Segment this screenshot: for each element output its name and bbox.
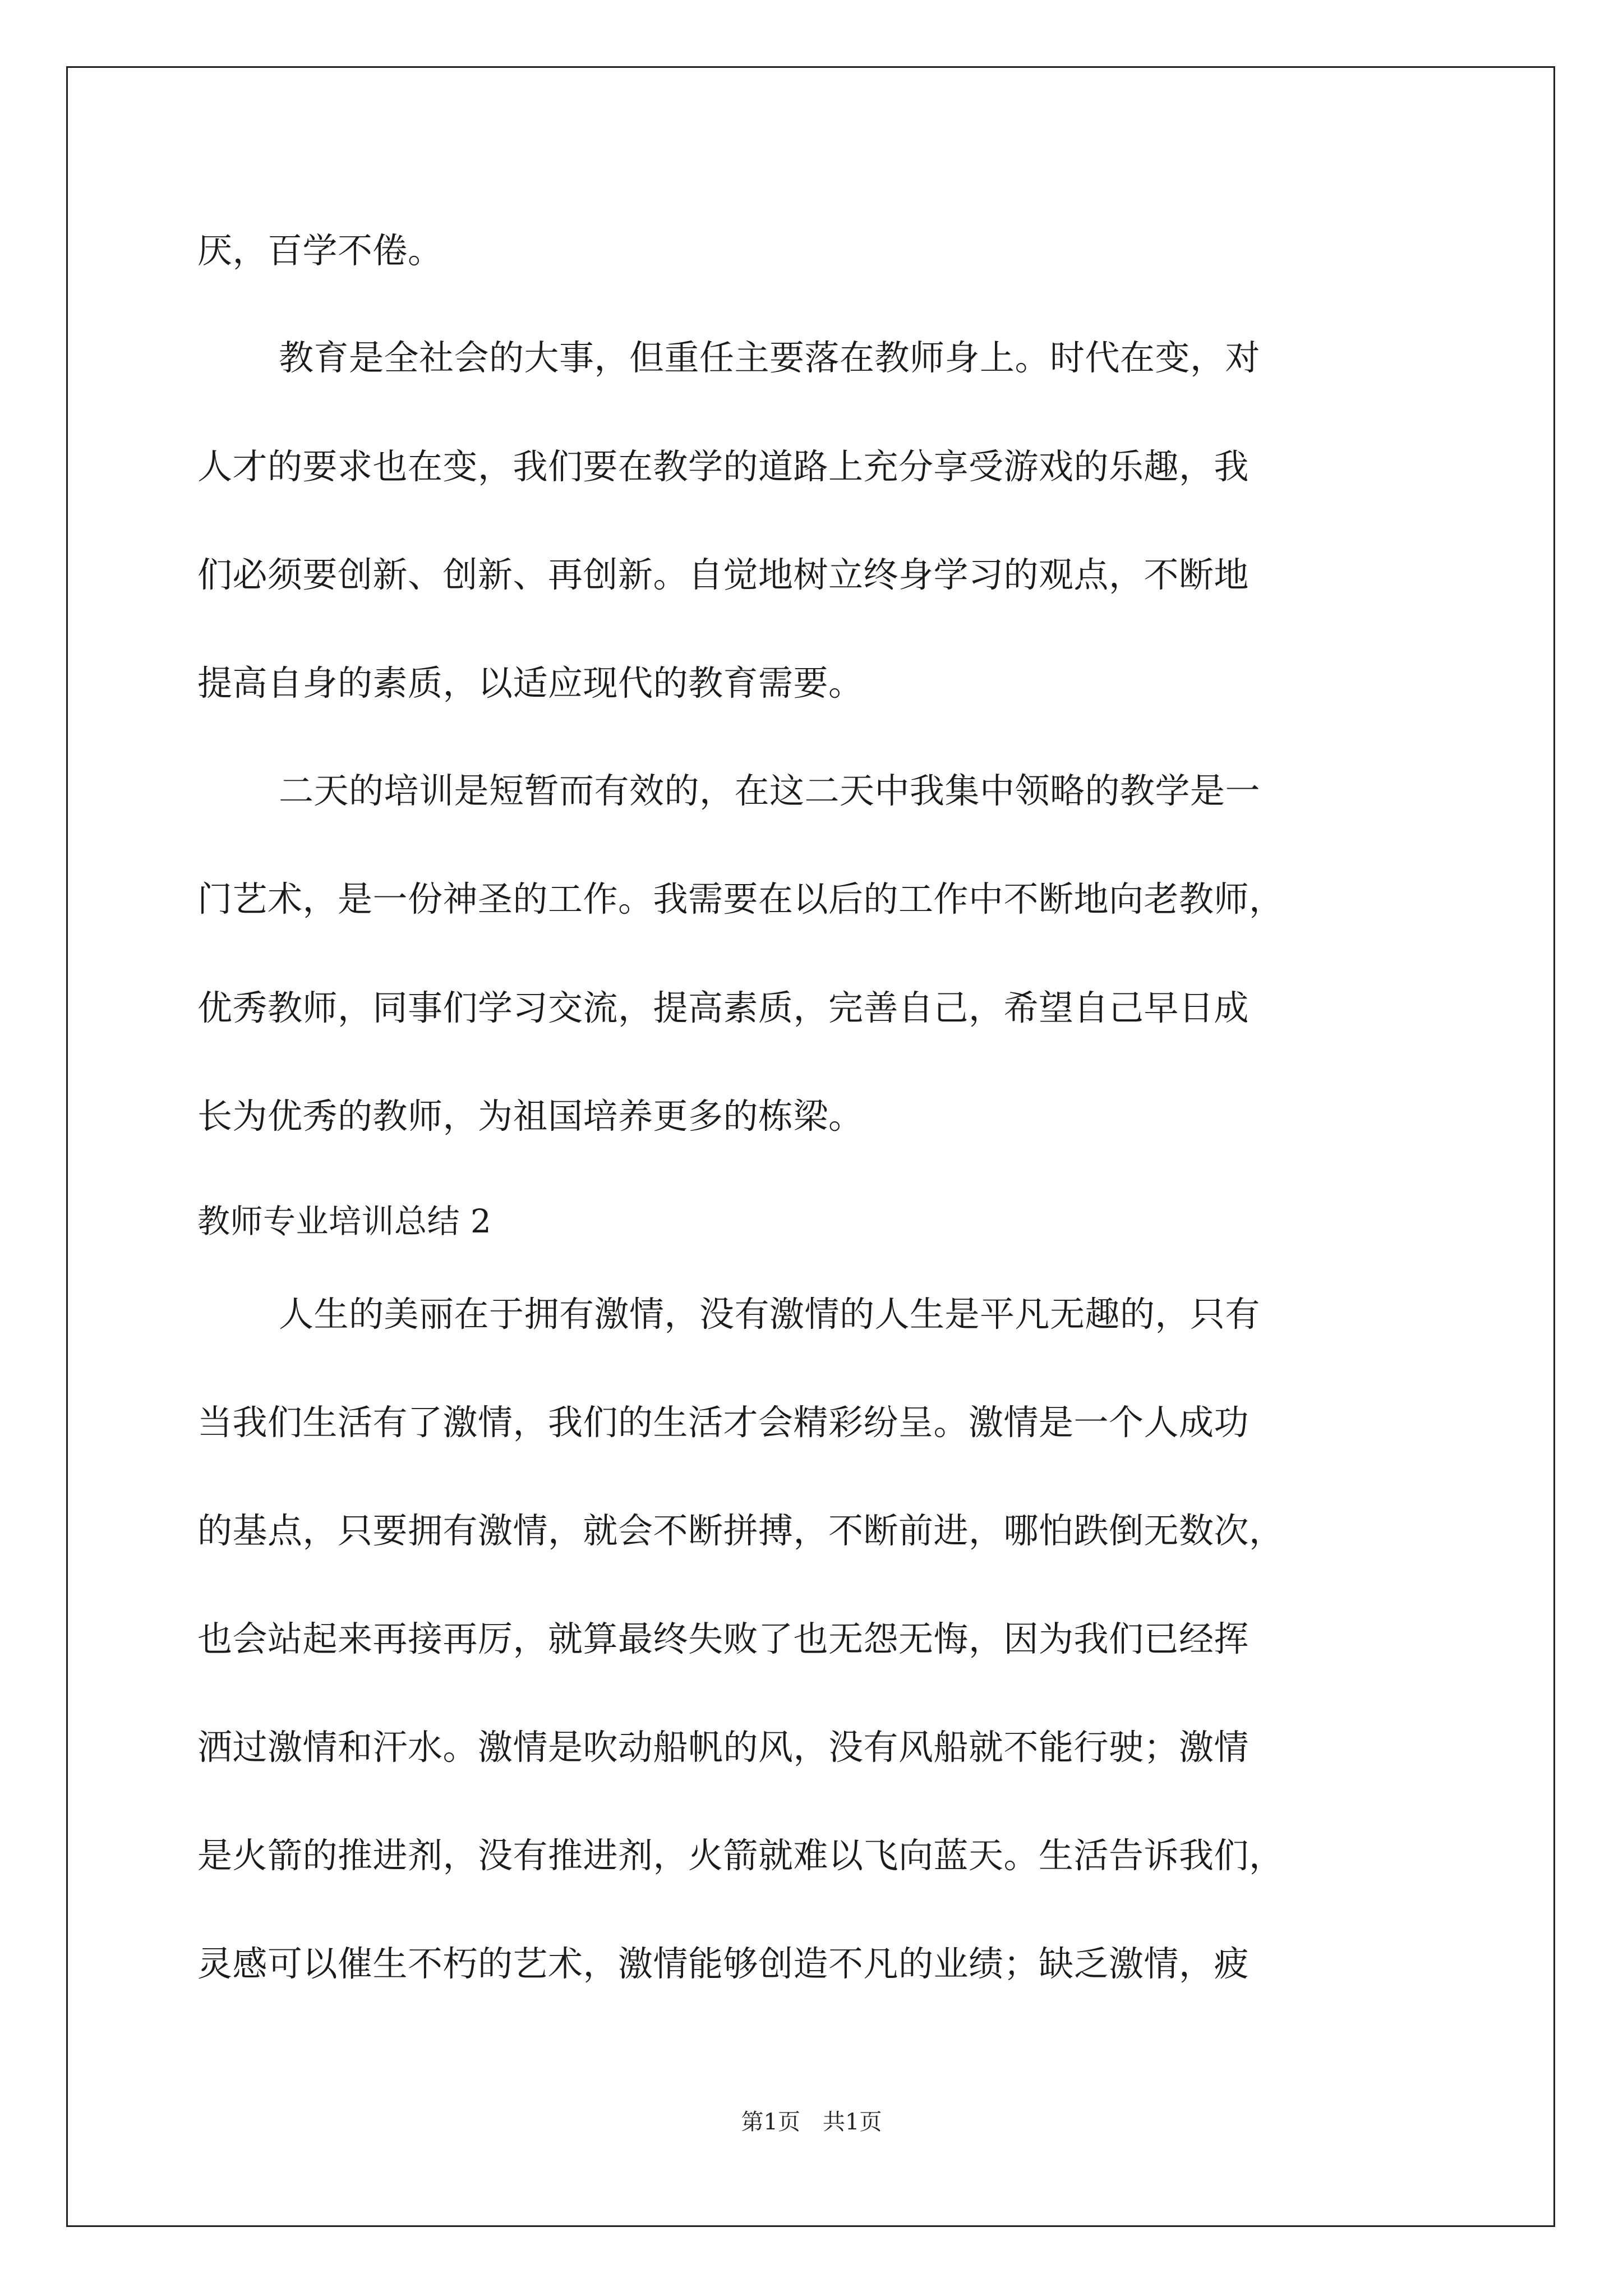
paragraph-line: 们必须要创新、创新、再创新。自觉地树立终身学习的观点，不断地 (197, 554, 1249, 595)
paragraph-line: 提高自身的素质，以适应现代的教育需要。 (197, 662, 864, 703)
paragraph-line: 人生的美丽在于拥有激情，没有激情的人生是平凡无趣的，只有 (279, 1294, 1261, 1335)
paragraph-line: 也会站起来再接再厉，就算最终失败了也无怨无悔，因为我们已经挥 (197, 1618, 1249, 1659)
paragraph-line: 优秀教师，同事们学习交流，提高素质，完善自己，希望自己早日成 (197, 987, 1249, 1028)
paragraph-line: 当我们生活有了激情，我们的生活才会精彩纷呈。激情是一个人成功 (197, 1402, 1249, 1443)
paragraph-line: 二天的培训是短暂而有效的，在这二天中我集中领略的教学是一 (279, 770, 1261, 811)
paragraph-line: 教育是全社会的大事，但重任主要落在教师身上。时代在变，对 (279, 337, 1261, 378)
page-number-footer: 第1页 共1页 (741, 2109, 882, 2135)
page-border (66, 66, 1555, 2227)
paragraph-line: 人才的要求也在变，我们要在教学的道路上充分享受游戏的乐趣，我 (197, 446, 1249, 487)
section-heading: 教师专业培训总结 2 (197, 1202, 492, 1240)
paragraph-line: 门艺术，是一份神圣的工作。我需要在以后的工作中不断地向老教师， (197, 878, 1284, 919)
paragraph-line: 灵感可以催生不朽的艺术，激情能够创造不凡的业绩；缺乏激情，疲 (197, 1943, 1249, 1984)
paragraph-line: 长为优秀的教师，为祖国培养更多的栋梁。 (197, 1096, 864, 1137)
paragraph-line: 洒过激情和汗水。激情是吹动船帆的风，没有风船就不能行驶；激情 (197, 1727, 1249, 1768)
paragraph-line: 厌，百学不倦。 (197, 230, 443, 271)
paragraph-line: 是火箭的推进剂，没有推进剂，火箭就难以飞向蓝天。生活告诉我们， (197, 1835, 1284, 1876)
paragraph-line: 的基点，只要拥有激情，就会不断拼搏，不断前进，哪怕跌倒无数次， (197, 1510, 1284, 1551)
